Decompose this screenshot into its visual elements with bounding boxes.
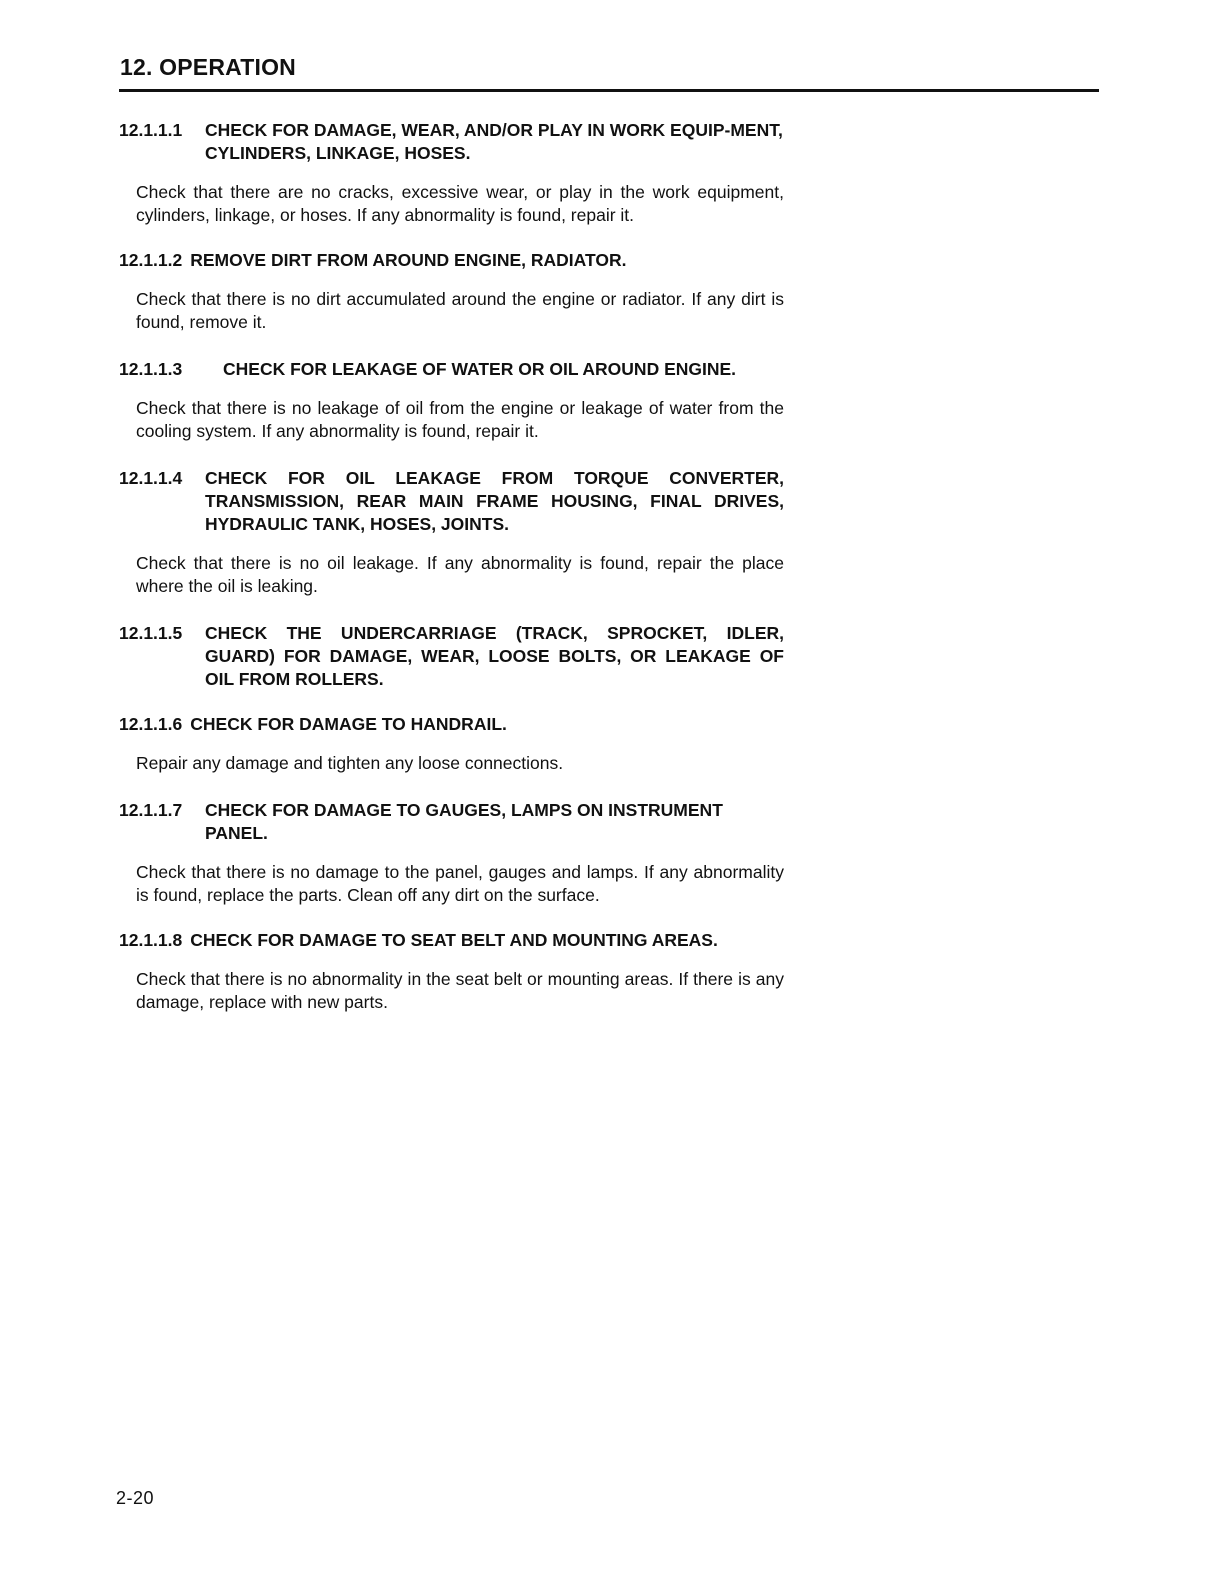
section-12-1-1-8 (119, 929, 784, 1014)
section-title: CHECK FOR LEAKAGE OF WATER OR OIL AROUND ENGINE. (223, 359, 737, 379)
section-number: 12.1.1.3 (119, 359, 183, 379)
document-content (119, 119, 784, 1014)
section-body: Check that there is no abnormality in the seat belt or mounting areas. If there is any damage, replace with new parts. (136, 969, 784, 1012)
section-heading (119, 799, 784, 845)
section-title: CHECK FOR DAMAGE TO GAUGES, LAMPS ON INSTRUMENT PANEL. (205, 800, 723, 843)
section-12-1-1-3 (119, 358, 784, 443)
section-heading (119, 467, 784, 536)
section-number: 12.1.1.8 (119, 930, 183, 950)
section-title: REMOVE DIRT FROM AROUND ENGINE, RADIATOR. (190, 250, 627, 270)
section-number: 12.1.1.4 (119, 468, 183, 488)
page-title: 12. OPERATION (120, 54, 296, 80)
section-body: Repair any damage and tighten any loose connections. (136, 753, 564, 773)
page-number: 2-20 (116, 1488, 155, 1508)
section-12-1-1-2 (119, 249, 784, 334)
section-title: CHECK FOR OIL LEAKAGE FROM TORQUE CONVERTER, TRANSMISSION, REAR MAIN FRAME HOUSING, FINAL DRIVES, HYDRAULIC TANK, HOSES, JOINTS. (205, 468, 784, 534)
section-title: CHECK THE UNDERCARRIAGE (TRACK, SPROCKET, IDLER, GUARD) FOR DAMAGE, WEAR, LOOSE BOLTS, OR LEAKAGE OF OIL FROM ROLLERS. (205, 623, 784, 689)
section-number: 12.1.1.7 (119, 800, 183, 820)
section-heading (119, 119, 784, 165)
section-number: 12.1.1.1 (119, 120, 183, 140)
section-body: Check that there is no oil leakage. If any abnormality is found, repair the place where the oil is leaking. (136, 553, 784, 596)
section-heading (119, 249, 784, 272)
section-heading (119, 929, 784, 952)
section-title: CHECK FOR DAMAGE, WEAR, AND/OR PLAY IN WORK EQUIP-MENT, CYLINDERS, LINKAGE, HOSES. (205, 120, 783, 163)
section-body: Check that there are no cracks, excessive wear, or play in the work equipment, cylinders, linkage, or hoses. If any abnormality is found, repair it. (136, 182, 784, 225)
section-12-1-1-5 (119, 622, 784, 691)
section-body: Check that there is no leakage of oil from the engine or leakage of water from the cooling system. If any abnormality is found, repair it. (136, 398, 784, 441)
section-12-1-1-6 (119, 713, 784, 775)
section-body: Check that there is no dirt accumulated around the engine or radiator. If any dirt is found, remove it. (136, 289, 784, 332)
section-title: CHECK FOR DAMAGE TO HANDRAIL. (190, 714, 507, 734)
section-number: 12.1.1.6 (119, 714, 183, 734)
section-title: CHECK FOR DAMAGE TO SEAT BELT AND MOUNTING AREAS. (190, 930, 718, 950)
page-header (119, 54, 1099, 92)
section-heading (119, 358, 784, 381)
section-number: 12.1.1.5 (119, 623, 183, 643)
section-12-1-1-7 (119, 799, 784, 907)
header-rule (119, 89, 1099, 92)
section-12-1-1-4 (119, 467, 784, 598)
section-12-1-1-1 (119, 119, 784, 227)
section-heading (119, 713, 784, 736)
section-body: Check that there is no damage to the panel, gauges and lamps. If any abnormality is found, replace the parts. Clean off any dirt on the surface. (136, 862, 784, 905)
section-heading (119, 622, 784, 691)
section-number: 12.1.1.2 (119, 250, 183, 270)
